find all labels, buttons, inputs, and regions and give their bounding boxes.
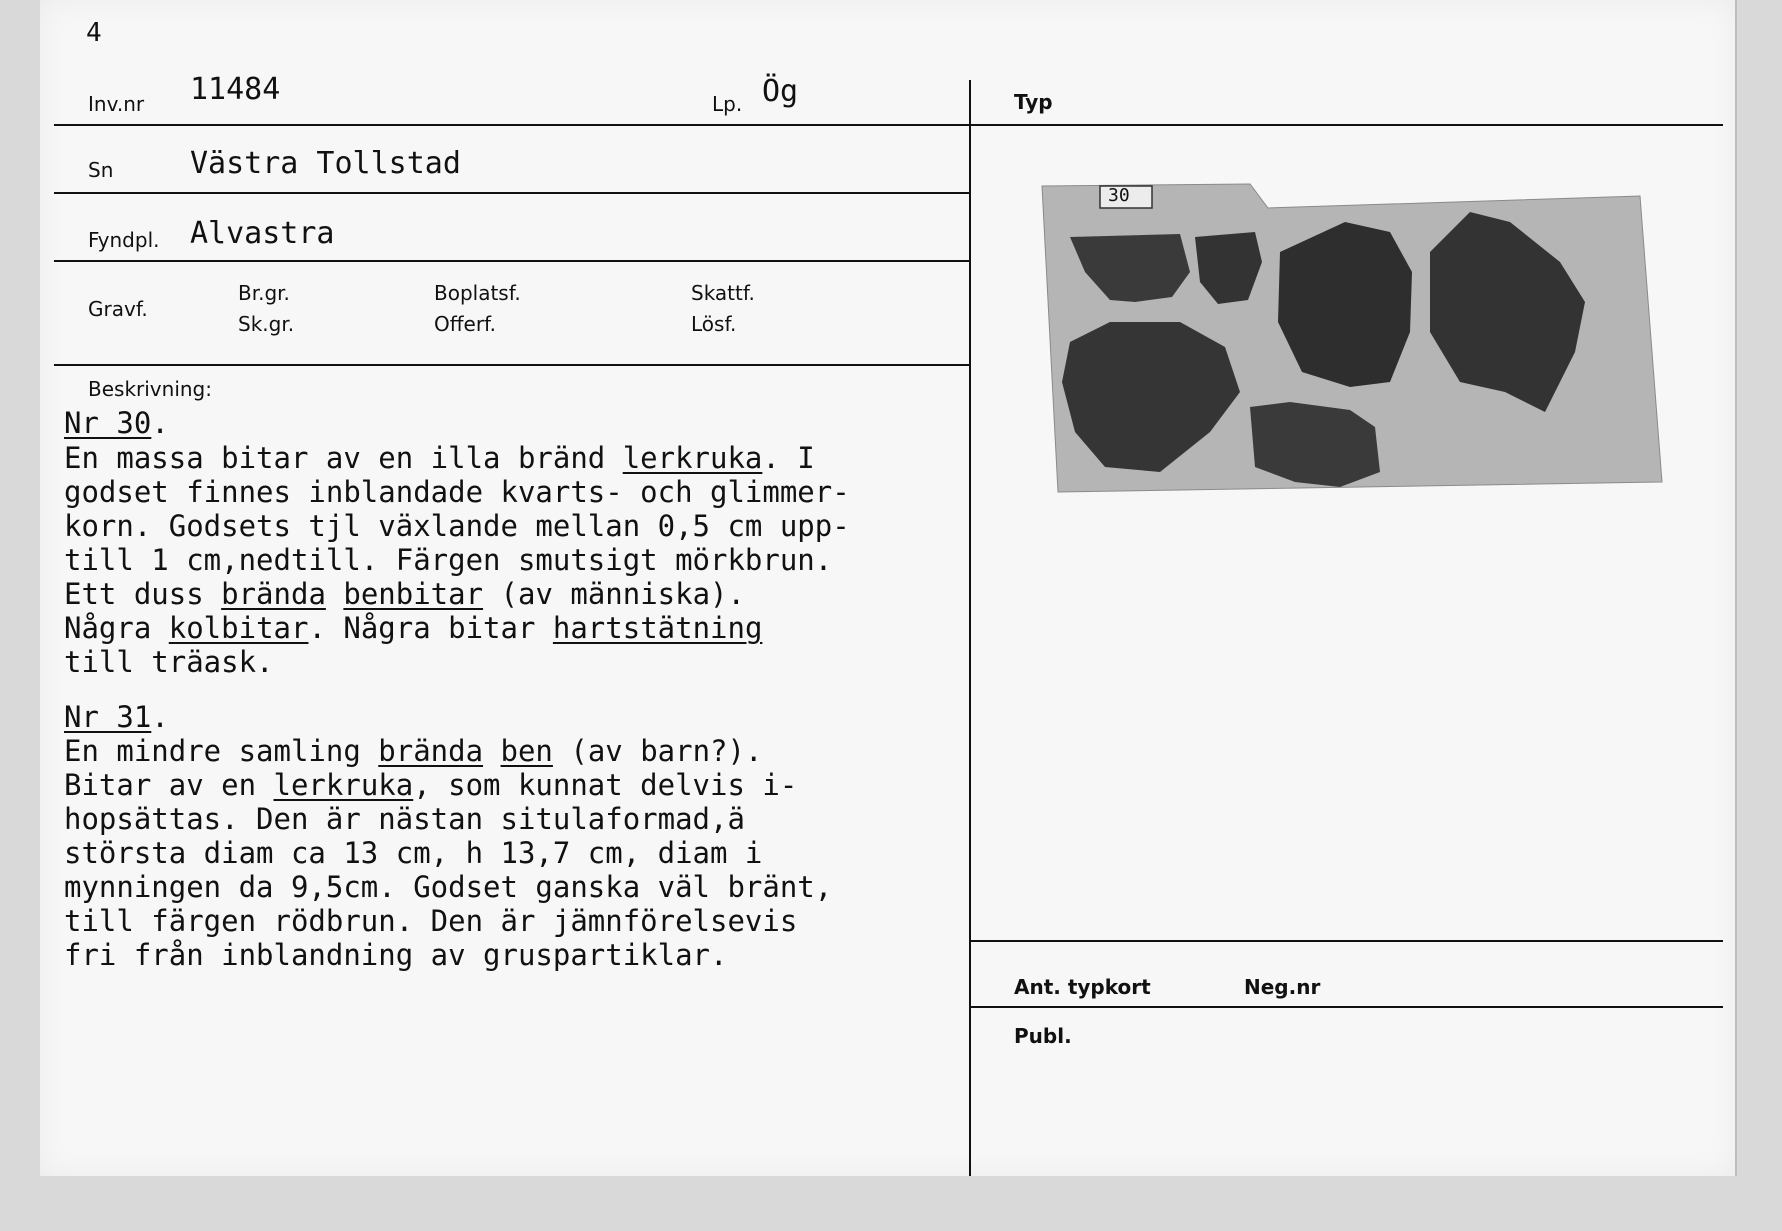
desc-line: till träask.: [64, 645, 274, 679]
desc-line: Bitar av en lerkruka, som kunnat delvis i-: [64, 768, 798, 802]
desc-section-30: Nr 30.: [64, 406, 169, 440]
desc-line: En mindre samling brända ben (av barn?).: [64, 734, 763, 768]
desc-section-31: Nr 31.: [64, 700, 169, 734]
rule-publ: [969, 1006, 1723, 1008]
column-divider: [969, 80, 971, 1176]
section-heading: Nr 30: [64, 406, 152, 440]
catalog-card: [40, 0, 1737, 1176]
desc-line: godset finnes inblandade kvarts- och glimmer-: [64, 475, 850, 509]
rule-fyndpl: [54, 260, 969, 262]
desc-line: En massa bitar av en illa bränd lerkruka. I: [64, 441, 815, 475]
desc-line: största diam ca 13 cm, h 13,7 cm, diam i: [64, 836, 763, 870]
desc-line: fri från inblandning av gruspartiklar.: [64, 938, 728, 972]
sn-label: Sn: [88, 158, 114, 182]
sn-value: Västra Tollstad: [190, 146, 461, 181]
losf-label: Lösf.: [691, 312, 737, 336]
desc-line: hopsättas. Den är nästan situlaformad,ä: [64, 802, 745, 836]
negnr-label: Neg.nr: [1244, 975, 1321, 999]
photo-label: 30: [1108, 185, 1130, 206]
offerf-label: Offerf.: [434, 312, 496, 336]
section-heading: Nr 31: [64, 700, 152, 734]
card-number: 4: [86, 18, 102, 48]
typ-label: Typ: [1014, 90, 1053, 114]
desc-line: Några kolbitar. Några bitar hartstätning: [64, 611, 763, 645]
beskrivning-label: Beskrivning:: [88, 377, 212, 401]
lp-value: Ög: [762, 74, 799, 109]
inv-label: Inv.nr: [88, 92, 145, 116]
gravf-label: Gravf.: [88, 297, 148, 321]
rule-sn: [54, 192, 969, 194]
ant-typkort-label: Ant. typkort: [1014, 975, 1151, 999]
sherds-photo: [1040, 182, 1680, 501]
desc-line: Ett duss brända benbitar (av människa).: [64, 577, 745, 611]
skgr-label: Sk.gr.: [238, 312, 295, 336]
desc-line: korn. Godsets tjl växlande mellan 0,5 cm upp-: [64, 509, 850, 543]
fyndpl-value: Alvastra: [190, 216, 335, 251]
rule-typ: [969, 124, 1723, 126]
boplatsf-label: Boplatsf.: [434, 281, 521, 305]
desc-line: till färgen rödbrun. Den är jämnförelsevis: [64, 904, 798, 938]
fyndpl-label: Fyndpl.: [88, 228, 160, 252]
rule-ant: [969, 940, 1723, 942]
rule-gravf: [54, 364, 969, 366]
lp-label: Lp.: [712, 92, 743, 116]
skattf-label: Skattf.: [691, 281, 755, 305]
inv-value: 11484: [190, 72, 281, 107]
desc-line: till 1 cm,nedtill. Färgen smutsigt mörkbrun.: [64, 543, 833, 577]
rule-inv: [54, 124, 969, 126]
publ-label: Publ.: [1014, 1024, 1072, 1048]
brgr-label: Br.gr.: [238, 281, 290, 305]
desc-line: mynningen da 9,5cm. Godset ganska väl bränt,: [64, 870, 833, 904]
